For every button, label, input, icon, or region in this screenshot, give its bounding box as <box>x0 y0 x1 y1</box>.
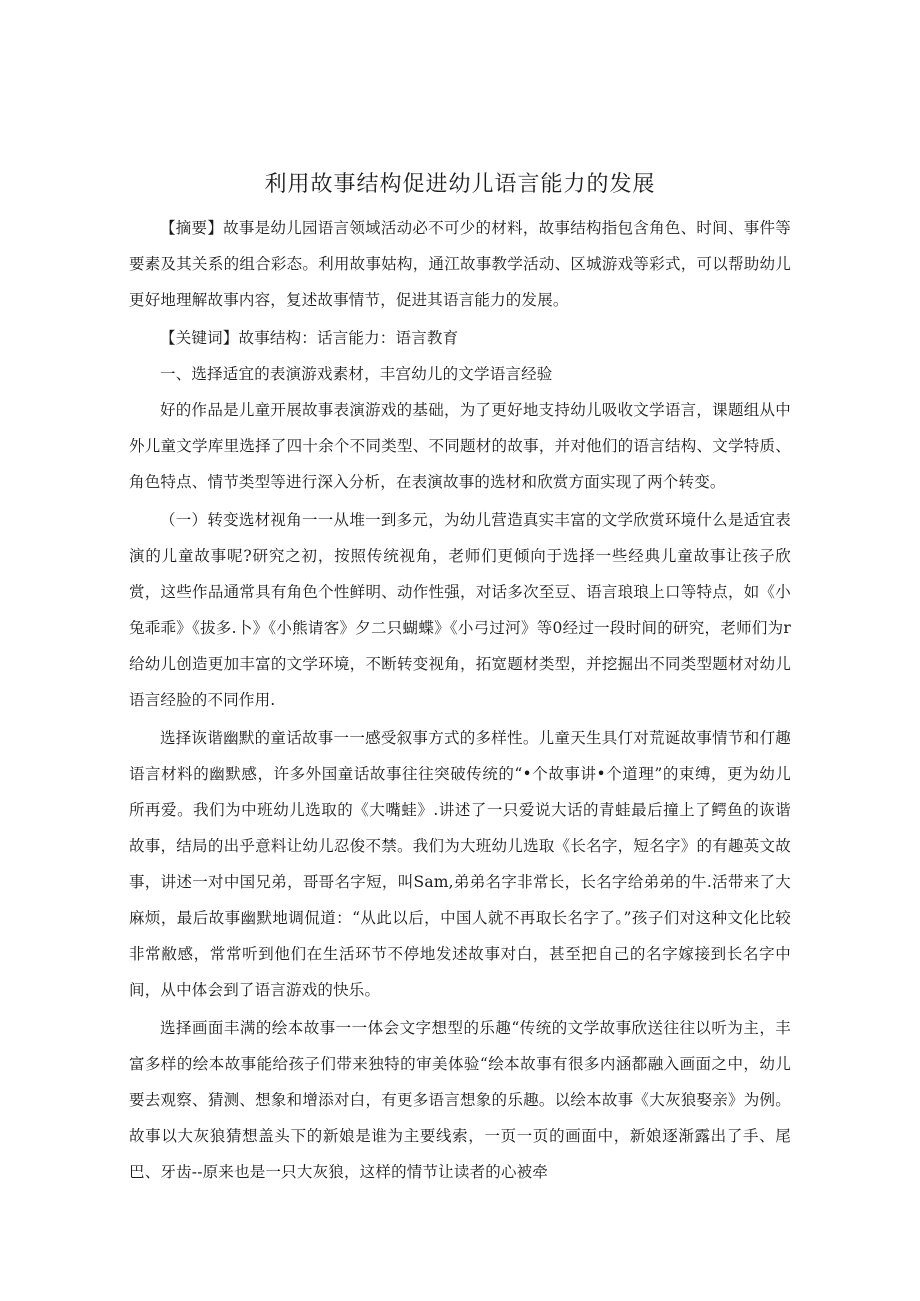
body-paragraph: 好的作品是儿童开展故事表演游戏的基础，为了更好地支持幼儿吸收文学语言，课题组从中外儿童文学库里选择了四十余个不同类型、不同题材的故事，并对他们的语言结构、文学特质、角色特点、情节类型等进行深入分析，在表演故事的选材和欣赏方面实现了两个转变。 <box>129 401 791 491</box>
document-title: 利用故事结构促进幼儿语言能力的发展 <box>264 172 656 197</box>
body-paragraph: （一）转变选材视角一一从堆一到多元，为幼儿营造真实丰富的文学欣赏环境什么是适宜表演的儿童故事呢?研究之初，按照传统视角，老师们更倾向于选择一些经典儿童故事让孩子欣赏，这些作品通常具有角色个性鲜明、动作性强，对话多次至豆、语言琅琅上口等特点，如《小兔乖乖》《拔多.卜》《小熊请客》夕二只蝴蝶》《小弓过河》等0经过一段时间的研究，老师们为r给幼儿创造更加丰富的文学环境，不断转变视角，拓宽题材类型，并挖掘出不同类型题材对幼儿语言经脸的不同作用. <box>129 511 791 709</box>
body-paragraph: 选择诙谐幽默的童话故事一一感受叙事方式的多样性。儿童天生具仃对荒诞故事情节和仃趣语言材料的幽默感，许多外国童话故事往往突破传统的“•个故事讲•个道理”的束缚，更为幼儿所再爱。我们为中班幼儿选取的《大嘴蛙》.讲述了一只爱说大话的青蛙最后撞上了鳄鱼的诙谐故事，结局的出乎意料让幼儿忍俊不禁。我们为大班幼儿选取《长名字，短名字》的有趣英文故事，讲述一对中国兄弟，哥哥名字短，叫Sam,弟弟名字非常长，长名字给弟弟的牛.活带来了大麻烦，最后故事幽默地调侃道：“从此以后，中国人就不再取长名字了。”孩子们对这种文化比较非常敝感，常常听到他们在生活环节不停地发述故事对白，甚至把自己的名字嫁接到长名字中间，从中体会到了语言游戏的快乐。 <box>129 729 791 999</box>
keywords-paragraph: 【关键词】故事结构：话言能力：语言教育 <box>160 329 459 347</box>
body-paragraph: 选择画面丰满的绘本故事一一体会文字想型的乐趣“传统的文学故事欣送往往以听为主，丰富多样的绘本故事能给孩子们带来独特的审美体验“绘本故事有很多内涵都融入画面之中，幼儿要去观察、猜测、想象和增添对白，有更多语言想象的乐趣。以绘本故事《大灰狼娶亲》为例。故事以大灰狼猜想盖头下的新娘是谁为主要线索，一页一页的画面中，新娘逐渐露出了手、尾巴、牙齿--原来也是一只大灰狼，这样的情节让读者的心被牵 <box>129 1019 791 1181</box>
section-heading-1: 一、选择适宜的表演游戏素材，丰宫幼儿的文学语言经验 <box>160 365 553 383</box>
document-body <box>129 210 791 1190</box>
abstract-paragraph: 【摘要】故事是幼儿园语言领域活动必不可少的材料，故事结构指包含角色、时间、事件等要素及其关系的组合彩态。利用故事姑构，通江故事教学活动、区城游戏等彩式，可以帮助幼儿更好地理解故事内容，复述故事情节，促进其语言能力的发展。 <box>129 219 791 309</box>
